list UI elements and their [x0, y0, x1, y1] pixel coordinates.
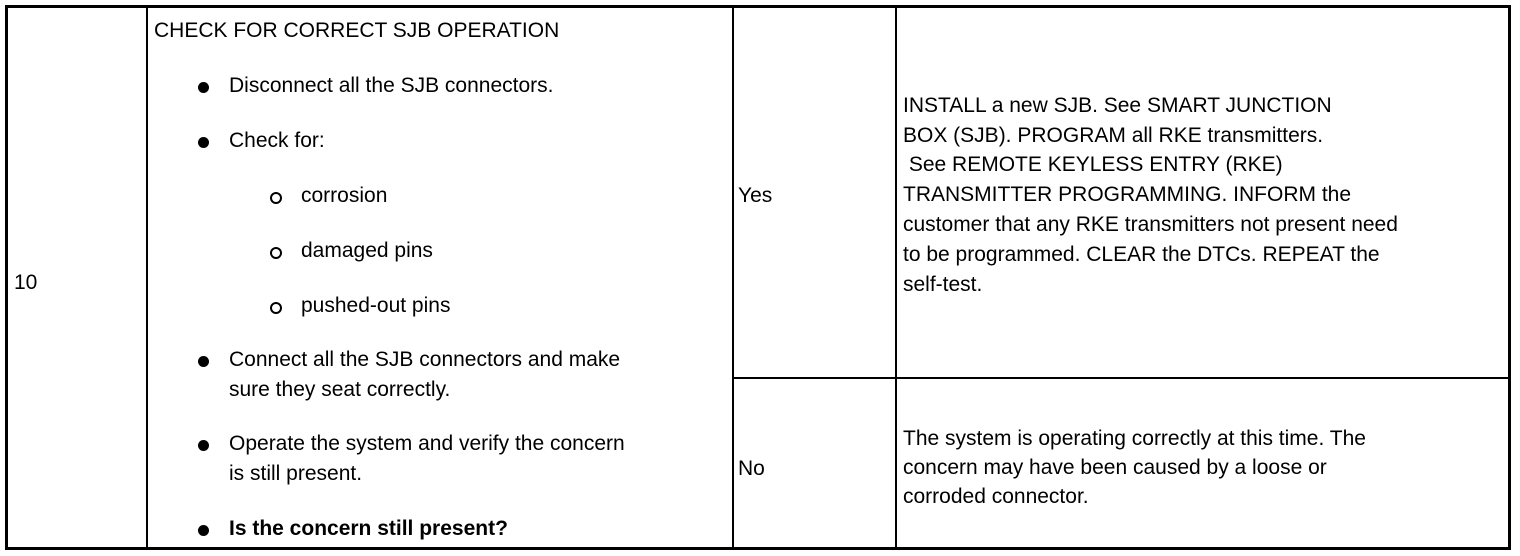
step-question: Is the concern still present? — [229, 517, 508, 540]
step-number: 10 — [14, 271, 38, 294]
no-action-line2: concern may have been caused by a loose or — [903, 456, 1327, 479]
step-item-operate-line1: Operate the system and verify the concern — [229, 432, 625, 455]
step-item-connect-line1: Connect all the SJB connectors and make — [229, 348, 621, 371]
column-divider-step — [146, 8, 148, 547]
bullet-icon — [198, 440, 209, 451]
no-action-line1: The system is operating correctly at this time. The — [903, 427, 1366, 450]
no-action-line3: corroded connector. — [903, 485, 1089, 508]
bullet-icon — [198, 525, 209, 536]
yes-action-line3: See REMOTE KEYLESS ENTRY (RKE) — [903, 153, 1283, 176]
answer-no: No — [738, 457, 765, 480]
sub-bullet-icon — [270, 302, 282, 314]
column-divider-action — [732, 8, 734, 547]
step-item-disconnect: Disconnect all the SJB connectors. — [229, 74, 554, 97]
yes-action-line5: customer that any RKE transmitters not present need — [903, 213, 1398, 236]
check-item-damaged-pins: damaged pins — [301, 239, 433, 262]
yes-action-line4: TRANSMITTER PROGRAMMING. INFORM the — [903, 183, 1352, 206]
yes-action-line6: to be programmed. CLEAR the DTCs. REPEAT the — [903, 243, 1380, 266]
bullet-icon — [198, 356, 209, 367]
answer-yes: Yes — [738, 184, 773, 207]
yes-action-line7: self-test. — [903, 273, 983, 296]
yes-action-line1: INSTALL a new SJB. See SMART JUNCTION — [903, 94, 1332, 117]
sub-bullet-icon — [270, 247, 282, 259]
sub-bullet-icon — [270, 192, 282, 204]
step-item-connect-line2: sure they seat correctly. — [229, 378, 451, 401]
column-divider-answer — [895, 8, 897, 547]
step-title: CHECK FOR CORRECT SJB OPERATION — [154, 19, 560, 42]
check-item-pushed-out-pins: pushed-out pins — [301, 294, 451, 317]
step-item-operate-line2: is still present. — [229, 462, 363, 485]
row-divider-yes-no — [732, 377, 1508, 379]
bullet-icon — [198, 82, 209, 93]
yes-action-line2: BOX (SJB). PROGRAM all RKE transmitters. — [903, 124, 1324, 147]
diagnostic-table — [5, 5, 1511, 550]
check-item-corrosion: corrosion — [301, 184, 388, 207]
step-item-check-for: Check for: — [229, 129, 325, 152]
bullet-icon — [198, 137, 209, 148]
